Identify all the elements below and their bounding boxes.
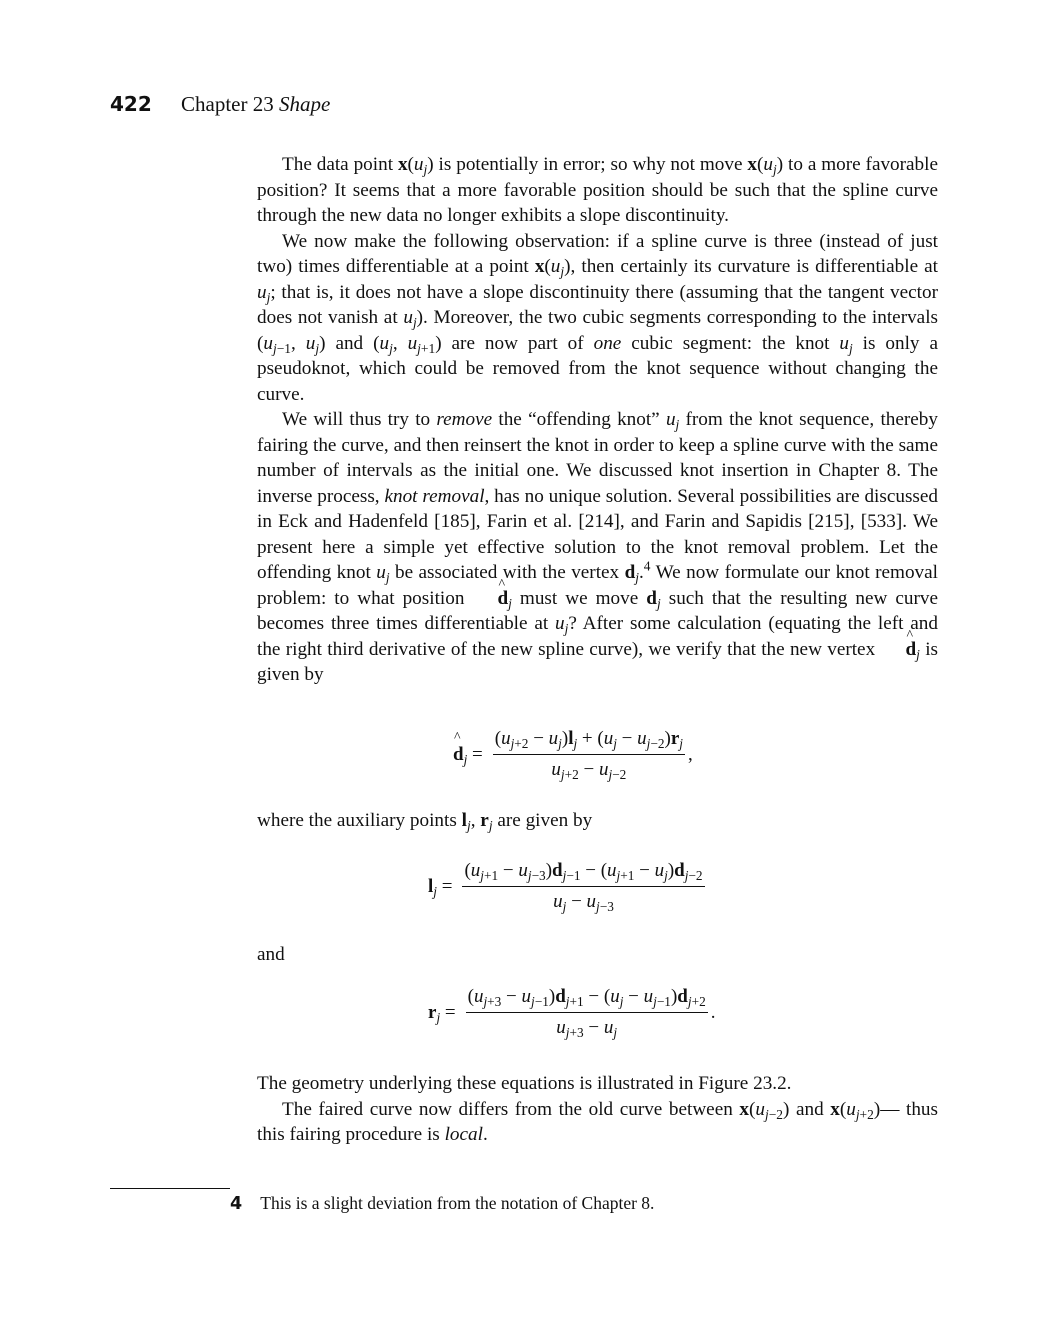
footnote-rule (110, 1188, 230, 1189)
body-text-upper (257, 152, 938, 688)
paragraph-2: We now make the following observation: if a spline curve is three (instead of just two) times differentiable at a point $x(u_j)$, then certainly its curvature is differentiable at $u_j$; that is, it does not have a slope discontinuity there (assuming that the tangent vector does not vanish at $u_j$). Moreover, the two cubic segments corresponding to the intervals ($u_{j-1}$, $u_j$) and ($u_j$, $u_{j+1}$) are now part of one cubic segment: the knot $u_j$ is only a pseudoknot, which could be removed from the knot sequence without changing the curve. (257, 230, 938, 405)
chapter-title: Shape (278, 92, 331, 116)
where-line: where the auxiliary points $l_j$, $r_j$ are given by (257, 810, 593, 834)
page-number: 422 (110, 92, 152, 116)
footnote-ref: 4 (643, 558, 651, 574)
paragraph-1: The data point $x(u_j)$ is potentially in error; so why not move $x(u_j)$ to a more favorable position? It seems that a more favorable position should be such that the spline curve through the new data no longer exhibits a slope discontinuity. (257, 154, 938, 226)
equation-l: $l_j$ = $\frac{(u_{j+1} - u_{j-3})d_{j-1} - (u_{j+1} - u_j)d_{j-2}}{u_j - u_{j-3}}$ (428, 860, 703, 914)
footnote (230, 1193, 654, 1214)
footnote-text: This is a slight deviation from the notation of Chapter 8. (260, 1193, 655, 1213)
footnote-number: 4 (230, 1194, 243, 1214)
and-line: and (257, 944, 285, 965)
chapter-label: Chapter 23 (181, 92, 274, 116)
paragraph-5: The faired curve now differs from the old curve between $x(u_{j-2})$ and $x(u_{j+2})—$ thus this fairing procedure is local. (257, 1098, 938, 1145)
body-text-lower (257, 1071, 938, 1148)
paragraph-4: The geometry underlying these equations is illustrated in Figure 23.2. (257, 1073, 792, 1094)
equation-d-hat: ^ $d_j$ = $\frac{(u_{j+2} - u_j)l_j + (u_j - u_{j-2})r_j}{u_{j+2} - u_{j-2}}$ , (453, 728, 693, 781)
equation-r: $r_j$ = $\frac{(u_{j+3} - u_{j-1})d_{j+1} - (u_j - u_{j-1})d_{j+2}}{u_{j+3} - u_j}$ . (428, 986, 716, 1040)
running-header (110, 92, 330, 117)
paragraph-3: We will thus try to remove the “offending knot” $u_j$ from the knot sequence, thereby fairing the curve, and then reinsert the knot in order to keep a spline curve with the same number of intervals as the initial one. We discussed knot insertion in Chapter 8. The inverse process, knot removal, has no unique solution. Several possibilities are discussed in Eck and Hadenfeld [185], Farin et al. [214], and Farin and Sapidis [215], [533]. We present here a simple yet effective solution to the knot removal problem. Let the offending knot $u_j$ be associated with the vertex $d_j.^4$ We now formulate our knot removal problem: to what position ^ $d_j$ must we move $d_j$ such that the resulting new curve becomes three times differentiable at $u_j$? After some calculation (equating the left and the right third derivative of the new spline curve), we verify that the new vertex ^ $d_j$ is given by (257, 407, 938, 688)
